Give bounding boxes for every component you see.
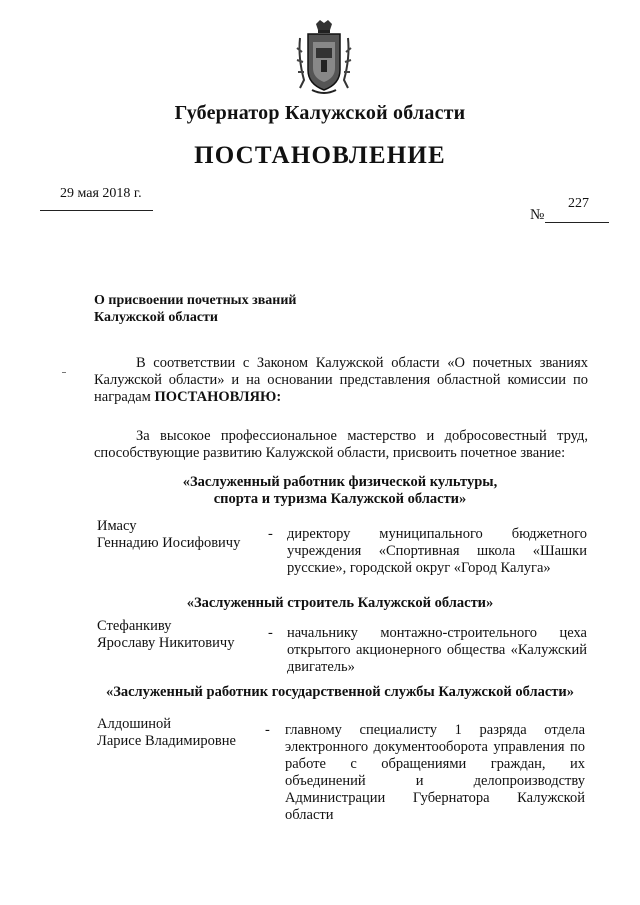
award-title-line: спорта и туризма Калужской области» xyxy=(213,491,467,507)
date-underline xyxy=(40,210,153,211)
awardee-given-names: Геннадию Иосифовичу xyxy=(97,535,241,551)
document-number: 227 xyxy=(568,196,589,211)
number-underline xyxy=(545,222,609,223)
award-title-line: «Заслуженный работник государственной службы Калужской области» xyxy=(105,684,575,700)
document-type-title: ПОСТАНОВЛЕНИЕ xyxy=(194,142,446,169)
separator-dash: - xyxy=(268,625,273,641)
margin-mark xyxy=(62,372,66,373)
awardee-name xyxy=(97,618,234,652)
awardee-position: директору муниципального бюджетного учреждения «Спортивная школа «Шашки русские», городской округ «Город Калуга» xyxy=(287,526,587,576)
award-title-line: «Заслуженный работник физической культуры, xyxy=(182,474,498,490)
awardee-position: начальнику монтажно-строительного цеха открытого акционерного общества «Калужский двигатель» xyxy=(287,625,587,675)
award-title xyxy=(60,595,620,612)
document-subject xyxy=(94,292,394,326)
awardee-surname: Алдошиной xyxy=(97,716,172,732)
number-sign: № xyxy=(530,207,545,223)
awardee-position: главному специалисту 1 разряда отдела электронного документооборота управления по работе с обращениями граждан, их объединений и делопроизводству Администрации Губернатора Калужской области xyxy=(285,722,585,823)
kaluga-coat-of-arms-icon xyxy=(294,18,354,98)
awardee-given-names: Ларисе Владимировне xyxy=(97,733,236,749)
intro-paragraph xyxy=(94,428,588,462)
document-date: 29 мая 2018 г. xyxy=(60,186,142,201)
awardee-surname: Стефанкиву xyxy=(97,618,172,634)
awardee-surname: Имасу xyxy=(97,518,137,534)
awardee-given-names: Ярославу Никитовичу xyxy=(97,635,235,651)
award-title xyxy=(60,474,620,508)
preamble-paragraph xyxy=(94,355,588,406)
separator-dash: - xyxy=(268,526,273,542)
subject-line: О присвоении почетных званий xyxy=(94,293,297,308)
issuing-authority: Губернатор Калужской области xyxy=(174,102,466,124)
decree-word: ПОСТАНОВЛЯЮ: xyxy=(154,389,282,405)
preamble-text: В соответствии с Законом Калужской области «О почетных званиях Калужской области» и на основании представления областной комиссии по наградам xyxy=(94,355,588,405)
intro-text: За высокое профессиональное мастерство и добросовестный труд, способствующие развитию Калужской области, присвоить почетное звание: xyxy=(94,428,588,461)
award-title xyxy=(60,684,620,701)
awardee-name xyxy=(97,716,236,750)
award-title-line: «Заслуженный строитель Калужской области» xyxy=(186,595,494,611)
subject-line: Калужской области xyxy=(94,310,218,325)
separator-dash: - xyxy=(265,722,270,738)
awardee-name xyxy=(97,518,240,552)
